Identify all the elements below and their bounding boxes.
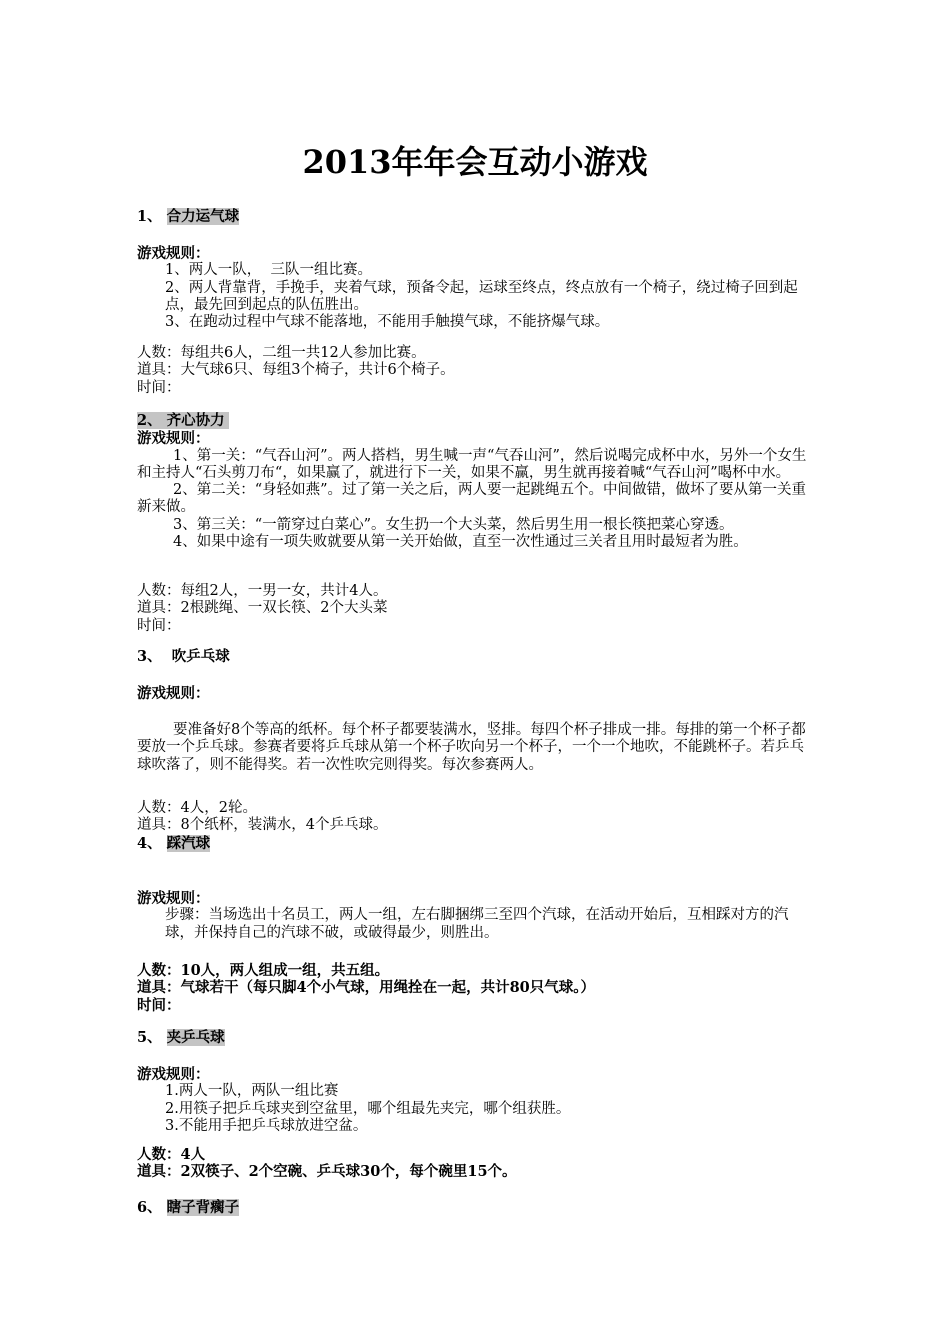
props-value: 气球若干（每只脚4个小气球，用绳拴在一起，共计80只气球。）	[180, 979, 596, 997]
game-1-rules	[137, 245, 817, 331]
game-1-heading	[137, 208, 817, 225]
game-5-info	[137, 1146, 817, 1181]
game-1-section	[137, 208, 817, 225]
page-title: 2013年年会互动小游戏	[302, 143, 648, 181]
game-2-number: 2、	[137, 412, 162, 429]
time-label: 时间：	[137, 996, 181, 1014]
people-label: 人数：	[137, 800, 181, 816]
rules-label: 游戏规则：	[137, 430, 210, 448]
people-label: 人数：	[137, 1146, 181, 1163]
game-3-rules	[137, 722, 817, 774]
people-value: 10人，两人组成一组，共五组。	[180, 962, 390, 979]
game-3-info	[137, 800, 817, 852]
time-value	[181, 380, 818, 397]
people-label: 人数：	[137, 583, 181, 599]
game-5-section	[137, 1029, 817, 1046]
people-label: 人数：	[137, 962, 181, 979]
props-label: 道具：	[137, 979, 181, 997]
game-6-name: 瞎子背瘸子	[166, 1199, 240, 1216]
game-4-heading	[137, 835, 817, 852]
game-2-section	[137, 412, 817, 551]
props-label: 道具：	[137, 362, 181, 379]
time-value	[181, 618, 818, 635]
rule-item: 2、两人背靠背，手挽手，夹着气球，预备令起，运球至终点，终点放有一个椅子，绕过椅子回到起点，最先回到起点的队伍胜出。	[165, 279, 798, 313]
game-4-number: 4、	[137, 834, 162, 852]
rule-item: 要准备好8个等高的纸杯。每个杯子都要装满水，竖排。每四个杯子排成一排。每排的第一个杯子都要放一个乒乓球。参赛者要将乒乓球从第一个杯子吹向另一个杯子，一个一个地吹，不能跳杯子。若乒乓球吹落了，则不能得奖。若一次性吹完则得奖。每次参赛两人。	[137, 722, 806, 773]
props-value: 8个纸杯，装满水，4个乒乓球。	[180, 817, 388, 834]
rule-item: 1、两人一队， 三队一组比赛。	[165, 262, 372, 279]
rule-item: 4、如果中途有一项失败就要从第一关开始做，直至一次性通过三关者且用时最短者为胜。	[173, 534, 748, 551]
game-6-number: 6、	[137, 1199, 162, 1216]
rule-item: 3.不能用手把乒乓球放进空盆。	[165, 1117, 368, 1134]
people-value: 4人，2轮。	[180, 800, 257, 816]
props-label: 道具：	[137, 600, 181, 617]
game-2-heading	[137, 412, 229, 429]
rule-item: 1、第一关：“气吞山河”。两人搭档，男生喊一声“气吞山河”，然后说喝完成杯中水，另外一个女生和主持人“石头剪刀布“，如果赢了，就进行下一关，如果不赢，男生就再接着喊“气吞山河”喝杯中水。	[137, 447, 807, 481]
props-value: 2双筷子、2个空碗、乒乓球30个，每个碗里15个。	[180, 1163, 517, 1181]
game-5-heading	[137, 1029, 817, 1046]
time-label: 时间：	[137, 617, 181, 634]
game-2-info	[137, 583, 817, 635]
people-value: 4人	[180, 1146, 206, 1163]
game-5-number: 5、	[137, 1029, 162, 1046]
people-label: 人数：	[137, 345, 181, 361]
people-value: 每组共6人，二组一共12人参加比赛。	[180, 345, 426, 361]
props-label: 道具：	[137, 1163, 181, 1181]
game-3-number: 3、	[137, 648, 162, 665]
rules-label: 游戏规则：	[137, 685, 210, 702]
time-label: 时间：	[137, 379, 181, 396]
props-value: 大气球6只、每组3个椅子，共计6个椅子。	[180, 362, 455, 379]
rule-item: 3、第三关：“一箭穿过白菜心”。女生扔一个大头菜，然后男生用一根长筷把菜心穿透。	[173, 516, 734, 533]
game-6-heading	[137, 1199, 817, 1216]
game-3-heading	[137, 648, 817, 665]
game-5-rules	[137, 1066, 817, 1135]
props-label: 道具：	[137, 817, 181, 834]
rule-item: 1.两人一队，两队一组比赛	[165, 1083, 339, 1100]
game-2-name: 齐心协力	[166, 412, 225, 429]
rule-item: 步骤：当场选出十名员工，两人一组，左右脚捆绑三至四个汽球，在活动开始后，互相踩对方的汽球，并保持自己的汽球不破，或破得最少，则胜出。	[165, 907, 789, 941]
game-4-rules	[137, 890, 817, 942]
game-3-name: 吹乒乓球	[171, 648, 230, 665]
rule-item: 2、第二关：“身轻如燕”。过了第一关之后，两人要一起跳绳五个。中间做错，做坏了要从第一关重新来做。	[137, 482, 807, 516]
game-3-section	[137, 648, 817, 665]
rules-label: 游戏规则：	[137, 245, 210, 262]
rules-label: 游戏规则：	[137, 1066, 210, 1083]
props-value: 2根跳绳、一双长筷、2个大头菜	[180, 600, 388, 617]
game-3-rules-label-wrap	[137, 685, 817, 702]
game-1-info	[137, 345, 817, 397]
time-value	[181, 997, 818, 1014]
game-5-name: 夹乒乓球	[166, 1029, 225, 1046]
rule-item: 2.用筷子把乒乓球夹到空盆里，哪个组最先夹完，哪个组获胜。	[165, 1100, 571, 1117]
game-1-number: 1、	[137, 208, 162, 225]
game-6-section	[137, 1199, 817, 1216]
game-4-name: 踩汽球	[166, 834, 211, 852]
game-1-name: 合力运气球	[166, 208, 240, 225]
people-value: 每组2人，一男一女，共计4人。	[180, 583, 388, 599]
rule-item: 3、在跑动过程中气球不能落地，不能用手触摸气球，不能挤爆气球。	[165, 314, 610, 331]
rules-label: 游戏规则：	[137, 890, 210, 907]
game-4-info	[137, 962, 817, 1014]
